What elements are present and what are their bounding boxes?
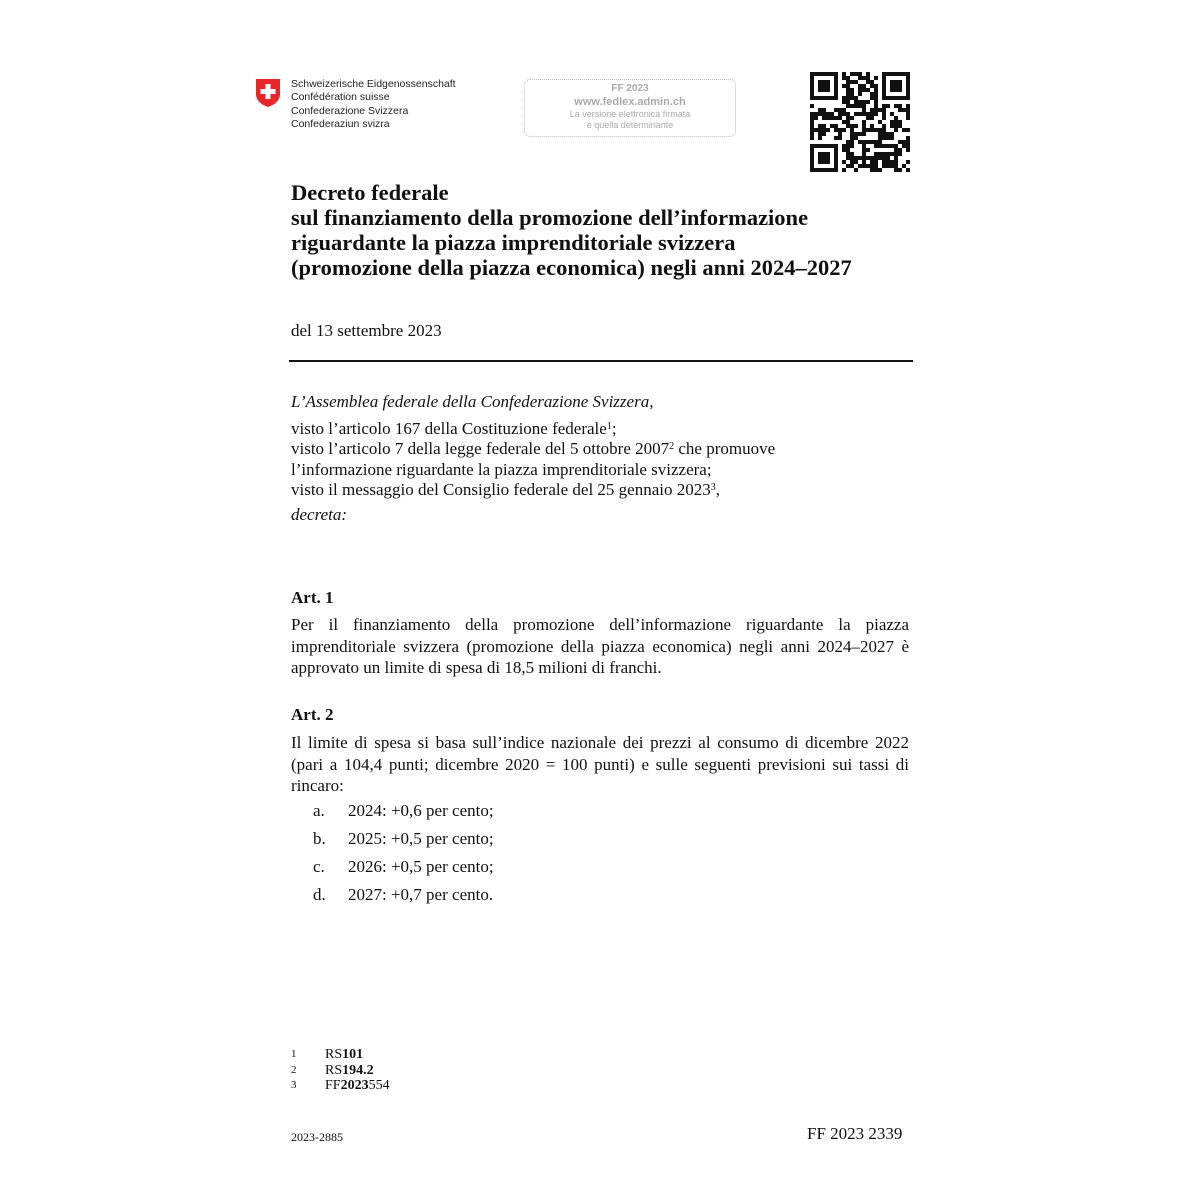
preamble-assemblea: L’Assemblea federale della Confederazione Svizzera,	[291, 392, 654, 411]
preamble-line-1: visto l’articolo 167 della Costituzione federale$^1$;	[291, 418, 617, 438]
confederation-line-fr: Confédération suisse	[291, 91, 390, 104]
signature-stamp	[524, 79, 736, 137]
stamp-ff: FF 2023	[611, 83, 649, 94]
inflation-list	[313, 801, 494, 913]
confederation-line-rm: Confederaziun svizra	[291, 117, 390, 130]
confederation-name	[291, 78, 456, 131]
footnote-ref-2[interactable]: 2	[669, 441, 675, 452]
stamp-note-2: è quella determinante	[586, 120, 674, 130]
footnotes	[291, 1047, 390, 1094]
document-title	[291, 180, 931, 280]
list-item: a. 2024: +0,6 per cento;	[313, 801, 494, 820]
preamble	[291, 392, 931, 525]
stamp-note-1: La versione elettronica firmata	[569, 109, 691, 119]
stamp-url[interactable]: www.fedlex.admin.ch	[574, 96, 686, 108]
list-item: b. 2025: +0,5 per cento;	[313, 829, 494, 848]
title-divider	[289, 360, 913, 362]
preamble-line-3: l’informazione riguardante la piazza imprenditoriale svizzera;	[291, 459, 712, 479]
art-2-title: Art. 2	[291, 705, 334, 724]
title-line-3: riguardante la piazza imprenditoriale svizzera	[291, 230, 736, 255]
footnote-1: 1 RS 101	[291, 1047, 364, 1062]
art-1-body: Per il finanziamento della promozione dell’informazione riguardante la piazza imprenditoriale svizzera (promozione della piazza economica) negli anni 2024–2027 è approvato un limite di spesa di 18,5 milioni di franchi.	[291, 615, 909, 677]
footnote-ref-3[interactable]: 3	[710, 482, 716, 493]
list-item: d. 2027: +0,7 per cento.	[313, 885, 494, 904]
footnote-2: 2 RS 194.2	[291, 1062, 374, 1078]
preamble-line-2: visto l’articolo 7 della legge federale del 5 ottobre 2007$^2$ che promuove	[291, 439, 776, 458]
document-date: del 13 settembre 2023	[291, 321, 442, 340]
swiss-flag-icon	[255, 78, 281, 108]
page-reference: FF 2023 2339	[807, 1124, 903, 1143]
preamble-line-4: visto il messaggio del Consiglio federale del 25 gennaio 2023$^3$,	[291, 480, 720, 499]
qr-code-icon	[810, 72, 910, 172]
title-line-1: Decreto federale	[291, 180, 449, 205]
art-1-title: Art. 1	[291, 588, 334, 607]
preamble-decreta: decreta:	[291, 504, 348, 524]
confederation-line-it: Confederazione Svizzera	[291, 104, 409, 117]
art-2-body: Il limite di spesa si basa sull’indice nazionale dei prezzi al consumo di dicembre 2022 (pari a 104,4 punti; dicembre 2020 = 100 punti) e sulle seguenti previsioni sui tassi di rincaro:	[291, 733, 909, 795]
title-line-2: sul finanziamento della promozione dell’informazione	[291, 205, 809, 230]
title-line-4: (promozione della piazza economica) negli anni 2024–2027	[291, 255, 852, 280]
footnote-3: 3 FF 2023 554	[291, 1078, 390, 1093]
document-number: 2023-2885	[291, 1130, 343, 1144]
footnote-ref-1[interactable]: 1	[606, 420, 612, 432]
confederation-line-de: Schweizerische Eidgenossenschaft	[291, 78, 456, 90]
list-item: c. 2026: +0,5 per cento;	[313, 857, 494, 876]
